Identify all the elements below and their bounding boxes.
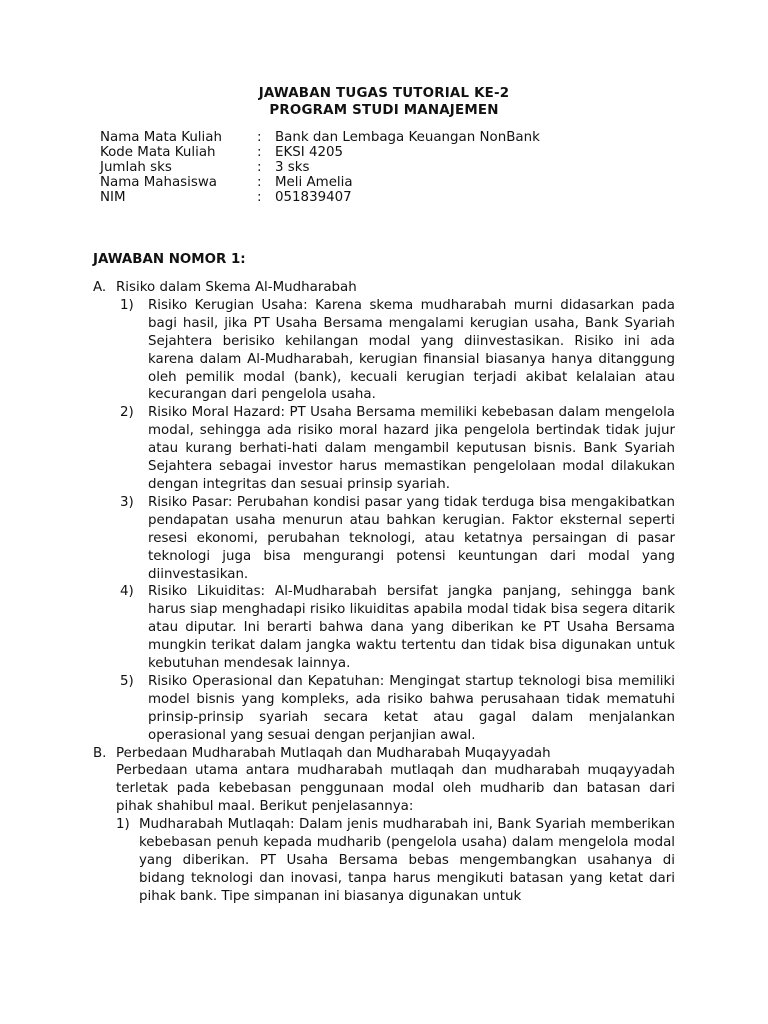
section-a-title	[93, 279, 675, 297]
list-item	[120, 673, 675, 745]
list-item-text: Risiko Pasar: Perubahan kondisi pasar yang tidak terduga bisa mengakibatkan pendapatan usaha menurun atau bahkan kerugian. Faktor eksternal seperti resesi ekonomi, perubahan teknologi, atau ketatnya persaingan di pasar teknologi juga bisa mengurangi potensi keuntungan dari modal yang diinvestasikan.	[148, 494, 675, 582]
list-item-number: 1)	[120, 297, 134, 313]
info-label: NIM	[100, 190, 126, 205]
answer-body	[93, 279, 675, 906]
list-item-number: 2)	[120, 405, 134, 421]
info-value: 3 sks	[275, 160, 310, 175]
info-colon: :	[257, 130, 262, 145]
course-info-table	[100, 130, 540, 205]
list-item-text: Risiko Kerugian Usaha: Karena skema mudharabah murni didasarkan pada bagi hasil, jika PT Usaha Bersama mengalami kerugian usaha, Bank Syariah Sejahtera berisiko kehilangan modal yang diinvestasikan. Risiko ini ada karena dalam Al-Mudharabah, kerugian finansial biasanya hanya ditanggung oleh pemilik modal (bank), kecuali kerugian terjadi akibat kelalaian atau kecurangan dari pengelola usaha.	[148, 297, 675, 403]
info-colon: :	[257, 160, 262, 175]
list-item-text: Risiko Likuiditas: Al-Mudharabah bersifat jangka panjang, sehingga bank harus siap menghadapi risiko likuiditas apabila modal tidak bisa segera ditarik atau diputar. Ini berarti bahwa dana yang diberikan ke PT Usaha Bersama mungkin terikat dalam jangka waktu tertentu dan tidak bisa digunakan untuk kebutuhan mendesak lainnya.	[148, 584, 675, 672]
info-row-student-name	[100, 175, 540, 190]
section-intro: Perbedaan utama antara mudharabah mutlaqah dan mudharabah muqayyadah terletak pada kebebasan penggunaan modal oleh mudharib dan batasan dari pihak shahibul maal. Berikut penjelasannya:	[116, 763, 675, 815]
info-colon: :	[257, 145, 262, 160]
document-title-line1: JAWABAN TUGAS TUTORIAL KE-2	[258, 86, 510, 101]
info-label: Nama Mata Kuliah	[100, 130, 222, 145]
list-item	[120, 494, 675, 584]
section-a-list	[120, 297, 675, 745]
list-item-text: Risiko Operasional dan Kepatuhan: Mengingat startup teknologi bisa memiliki model bisnis yang kompleks, ada risiko bahwa perusahaan tidak mematuhi prinsip-prinsip syariah secara ketat atau gagal dalam menjalankan operasional yang sesuai dengan perjanjian awal.	[148, 673, 675, 743]
list-item	[120, 297, 675, 404]
answer-heading: JAWABAN NOMOR 1:	[93, 252, 246, 267]
section-title: Risiko dalam Skema Al-Mudharabah	[116, 280, 357, 295]
info-value: 051839407	[275, 190, 352, 205]
section-letter: B.	[93, 745, 107, 761]
list-item-number: 4)	[120, 584, 134, 600]
info-label: Kode Mata Kuliah	[100, 145, 216, 160]
info-label: Jumlah sks	[100, 160, 172, 175]
info-colon: :	[257, 175, 262, 190]
document-title-line2: PROGRAM STUDI MANAJEMEN	[269, 103, 499, 118]
section-b-list	[116, 816, 675, 906]
info-row-student-id	[100, 190, 540, 205]
list-item	[116, 816, 675, 906]
list-item	[120, 404, 675, 494]
info-row-credits	[100, 160, 540, 175]
info-value: Meli Amelia	[275, 175, 353, 190]
list-item-text: Risiko Moral Hazard: PT Usaha Bersama memiliki kebebasan dalam mengelola modal, sehingga ada risiko moral hazard jika pengelola bertindak tidak jujur atau kurang berhati-hati dalam mengambil keputusan bisnis. Bank Syariah Sejahtera sebagai investor harus memastikan pengelolaan modal dilakukan dengan integritas dan sesuai prinsip syariah.	[148, 405, 675, 492]
list-item-number: 3)	[120, 494, 134, 510]
info-row-course-code	[100, 145, 540, 160]
info-colon: :	[257, 190, 262, 205]
info-label: Nama Mahasiswa	[100, 175, 218, 190]
list-item-number: 1)	[116, 817, 130, 833]
info-value: Bank dan Lembaga Keuangan NonBank	[275, 130, 540, 145]
list-item	[120, 583, 675, 673]
info-row-course-name	[100, 130, 540, 145]
section-b-body	[93, 762, 675, 905]
list-item-text: Mudharabah Mutlaqah: Dalam jenis mudharabah ini, Bank Syariah memberikan kebebasan penuh kepada mudharib (pengelola usaha) dalam mengelola modal yang diberikan. PT Usaha Bersama bebas mengembangkan usahanya di bidang teknologi dan inovasi, tanpa harus mengikuti batasan yang ketat dari pihak bank. Tipe simpanan ini biasanya digunakan untuk	[139, 817, 675, 904]
section-letter: A.	[93, 280, 107, 295]
info-value: EKSI 4205	[275, 145, 344, 160]
section-b-title	[93, 745, 675, 763]
list-item-number: 5)	[120, 673, 134, 689]
section-title: Perbedaan Mudharabah Mutlaqah dan Mudharabah Muqayyadah	[116, 745, 551, 761]
